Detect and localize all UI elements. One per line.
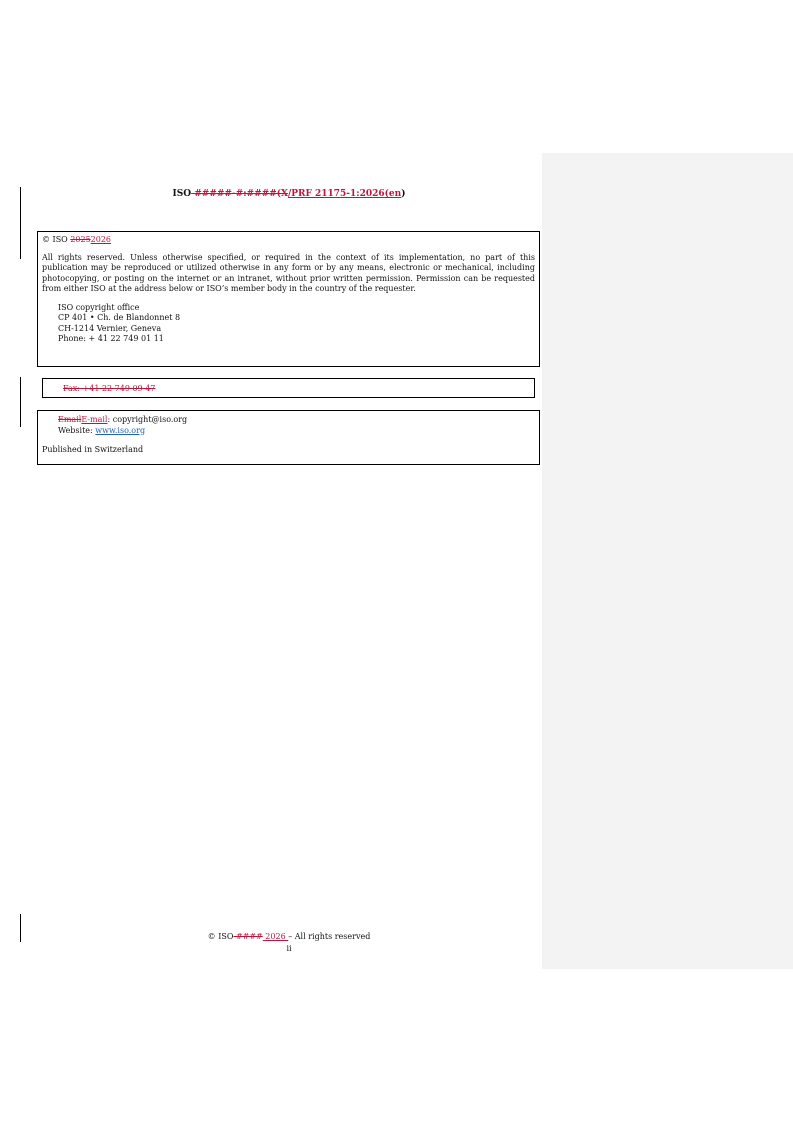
- address-block: [42, 303, 535, 345]
- contact-box: [37, 410, 540, 465]
- header-deleted-text: #####-#:####(X: [191, 189, 288, 199]
- change-bar: [20, 377, 21, 427]
- rights-text: All rights reserved. Unless otherwise specified, or required in the context of its implementation, no part of this publication may be reproduced or utilized otherwise in any form or by any means, electronic or mechanical, including photocopying, or posting on the internet or an intranet, without prior written permission. Permission can be requested from either ISO at the address below or ISO’s member body in the country of the requester.: [42, 252, 535, 293]
- footer-prefix: © ISO: [207, 932, 234, 941]
- email-inserted-label: E-mail: [81, 415, 108, 424]
- comment-pane: [542, 153, 793, 969]
- published-text: Published in Switzerland: [42, 445, 144, 454]
- copyright-inserted-year: 2026: [90, 235, 112, 244]
- header-suffix: ): [401, 189, 406, 199]
- copyright-line: [42, 235, 535, 246]
- footer-suffix: – All rights reserved: [288, 932, 371, 941]
- header-prefix: ISO: [172, 189, 192, 199]
- website-link[interactable]: www.iso.org: [95, 425, 146, 435]
- document-footer: [0, 932, 578, 942]
- email-value: : copyright@iso.org: [107, 415, 188, 424]
- website-label: Website:: [58, 425, 96, 435]
- phone-line: Phone: + 41 22 749 01 11: [58, 334, 164, 343]
- address-line: CP 401 • Ch. de Blandonnet 8: [58, 313, 181, 322]
- copyright-prefix: © ISO: [42, 235, 71, 244]
- address-line: ISO copyright office: [58, 302, 140, 312]
- page-number: ii: [286, 944, 292, 953]
- fax-box: [42, 378, 535, 398]
- footer-inserted-text: 2026: [262, 932, 289, 941]
- email-deleted-label: Email: [58, 415, 82, 424]
- email-line: [42, 415, 535, 426]
- header-inserted-text: /PRF 21175-1:2026(en: [287, 189, 402, 199]
- fax-deleted-text: Fax: +41 22 749 09 47: [63, 384, 156, 393]
- website-line: [42, 426, 535, 437]
- footer-deleted-text: ####: [233, 932, 263, 941]
- copyright-deleted-year: 2025: [70, 235, 91, 244]
- address-line: CH-1214 Vernier, Geneva: [58, 323, 162, 333]
- document-header: [0, 189, 578, 199]
- copyright-box: [37, 231, 540, 367]
